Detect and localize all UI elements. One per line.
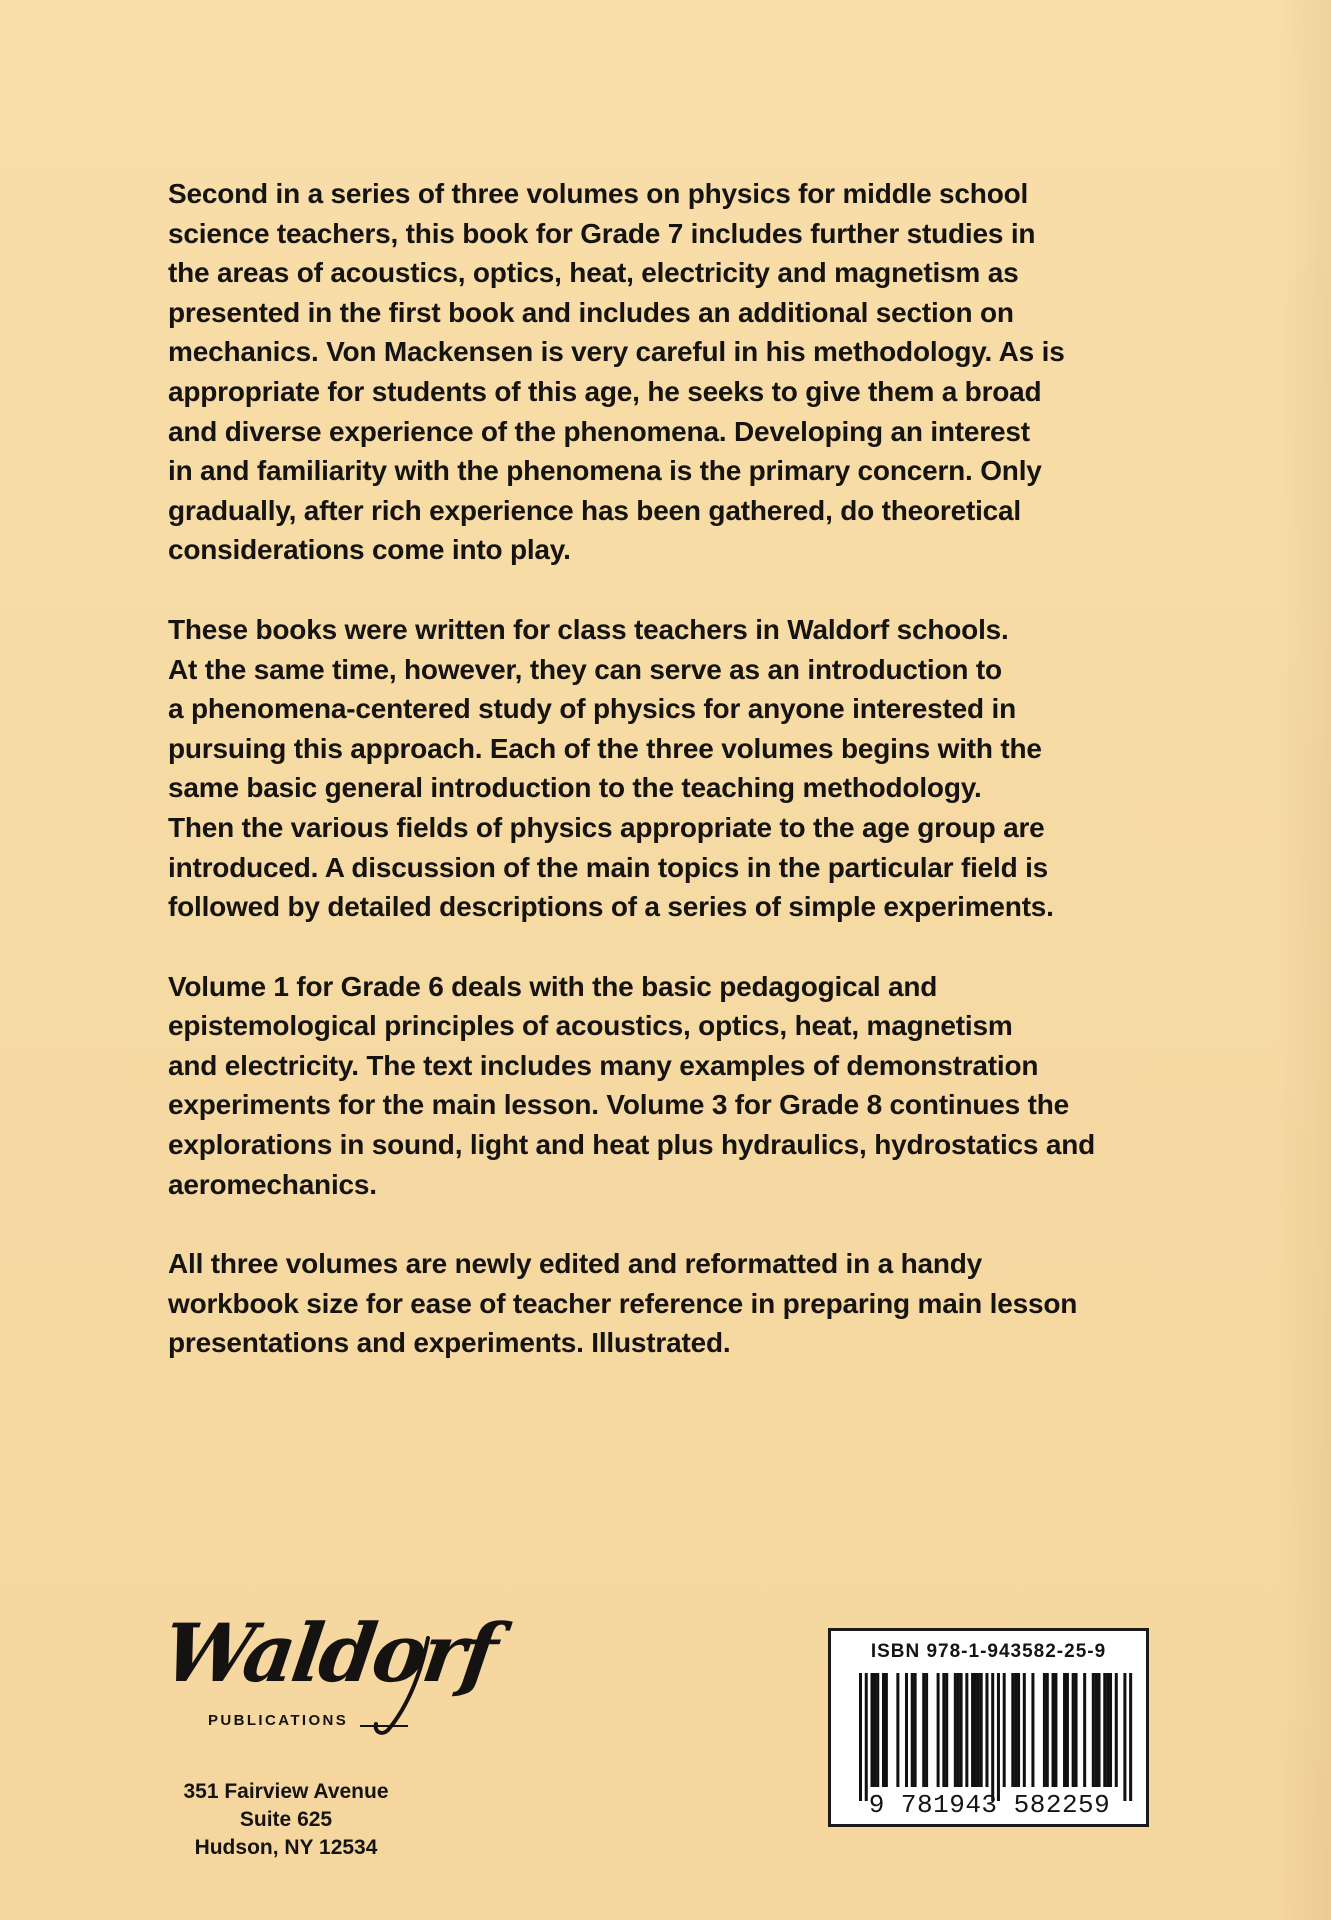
barcode-bar [997, 1673, 1000, 1801]
barcode-bar [1115, 1673, 1118, 1787]
publisher-logo [157, 1606, 501, 1738]
address-line: 351 Fairview Avenue [183, 1780, 389, 1803]
address-line: Hudson, NY 12534 [194, 1836, 378, 1859]
barcode-bar [1092, 1673, 1095, 1787]
barcode-bar [1129, 1673, 1132, 1801]
barcode-bar [873, 1673, 876, 1787]
barcode-bar [1103, 1673, 1106, 1787]
barcode-bar [914, 1673, 917, 1787]
barcode-bar [1072, 1673, 1075, 1787]
barcode-bar [925, 1673, 928, 1787]
barcode-bar [885, 1673, 888, 1787]
barcode-bar [1003, 1673, 1006, 1787]
barcode-bar [1109, 1673, 1112, 1787]
barcode-bar [971, 1673, 974, 1787]
barcode-bar [859, 1673, 862, 1801]
isbn-barcode-box [828, 1628, 1149, 1827]
barcode-bar [1106, 1673, 1109, 1787]
barcode-bar [870, 1673, 873, 1787]
barcode-bar [1043, 1673, 1046, 1787]
barcode-bar [1075, 1673, 1078, 1787]
logo-wordmark: Waldorf [157, 1606, 501, 1700]
barcode-bar [1031, 1673, 1034, 1787]
barcode-bar [945, 1673, 948, 1787]
barcode-bar [1017, 1673, 1020, 1787]
blurb-paragraph-1: Second in a series of three volumes on physics for middle school science teachers, this book for Grade 7 includes further studies in the areas of acoustics, optics, heat, electricity and magnetism as presented in the first book and includes an additional section on mechanics. Von Mackensen is very careful in his methodology. As is appropriate for students of this age, he seeks to give them a broad and diverse experience of the phenomena. Developing an interest in and familiarity with the phenomena is the primary concern. Only gradually, after rich experience has been gathered, do theoretical considerations come into play. [168, 178, 1065, 566]
barcode-bars [841, 1673, 1138, 1803]
barcode-bar [985, 1673, 988, 1787]
address-line: Suite 625 [239, 1808, 333, 1831]
barcode-bar [1011, 1673, 1014, 1787]
barcode-bar [865, 1673, 868, 1801]
barcode-bar [974, 1673, 977, 1787]
blurb-paragraph-2: These books were written for class teachers in Waldorf schools. At the same time, however, they can serve as an introduction to a phenomena-centered study of physics for anyone interested in pursuing this approach. Each of the three volumes begins with the same basic general introduction to the teaching methodology. Then the various fields of physics appropriate to the age group are introduced. A discussion of the main topics in the particular field is followed by detailed descriptions of a series of simple experiments. [168, 613, 1054, 923]
logo-subtitle: PUBLICATIONS [208, 1712, 349, 1729]
publisher-address [166, 1778, 406, 1862]
barcode-bar [1023, 1673, 1026, 1787]
barcode-bar [977, 1673, 980, 1787]
barcode-bar [876, 1673, 879, 1787]
barcode-bar [1098, 1673, 1101, 1787]
barcode-bar [1046, 1673, 1049, 1787]
barcode-bar [905, 1673, 908, 1787]
barcode-bar [922, 1673, 925, 1787]
barcode-bar [937, 1673, 940, 1787]
barcode-bar [954, 1673, 957, 1787]
barcode-bar [965, 1673, 968, 1787]
barcode-bar [960, 1673, 963, 1787]
barcode-bar [1052, 1673, 1055, 1787]
isbn-label: ISBN 978-1-943582-25-9 [870, 1641, 1107, 1662]
blurb-paragraph-4: All three volumes are newly edited and reformatted in a handy workbook size for ease of teacher reference in preparing main lesson presentations and experiments. Illustrated. [168, 1248, 1078, 1359]
blurb-paragraph-3: Volume 1 for Grade 6 deals with the basic pedagogical and epistemological principles of acoustics, optics, heat, magnetism and electricity. The text includes many examples of demonstration experiments for the main lesson. Volume 3 for Grade 8 continues the explorations in sound, light and heat plus hydraulics, hydrostatics and aeromechanics. [168, 970, 1096, 1200]
cover-blurb [168, 174, 1168, 1403]
barcode-bar [1054, 1673, 1057, 1787]
barcode-bar [1014, 1673, 1017, 1787]
barcode-bar [991, 1673, 994, 1801]
barcode-bar [1083, 1673, 1086, 1787]
barcode-bar [957, 1673, 960, 1787]
barcode-bar [980, 1673, 983, 1787]
barcode-bar [1123, 1673, 1126, 1801]
barcode-bar [1066, 1673, 1069, 1787]
barcode-digits: 9 781943 582259 [868, 1790, 1111, 1820]
barcode-bar [1063, 1673, 1066, 1787]
barcode-bar [911, 1673, 914, 1787]
barcode-bar [882, 1673, 885, 1787]
barcode-bar [1095, 1673, 1098, 1787]
barcode-bar [896, 1673, 899, 1787]
barcode-bar [942, 1673, 945, 1787]
